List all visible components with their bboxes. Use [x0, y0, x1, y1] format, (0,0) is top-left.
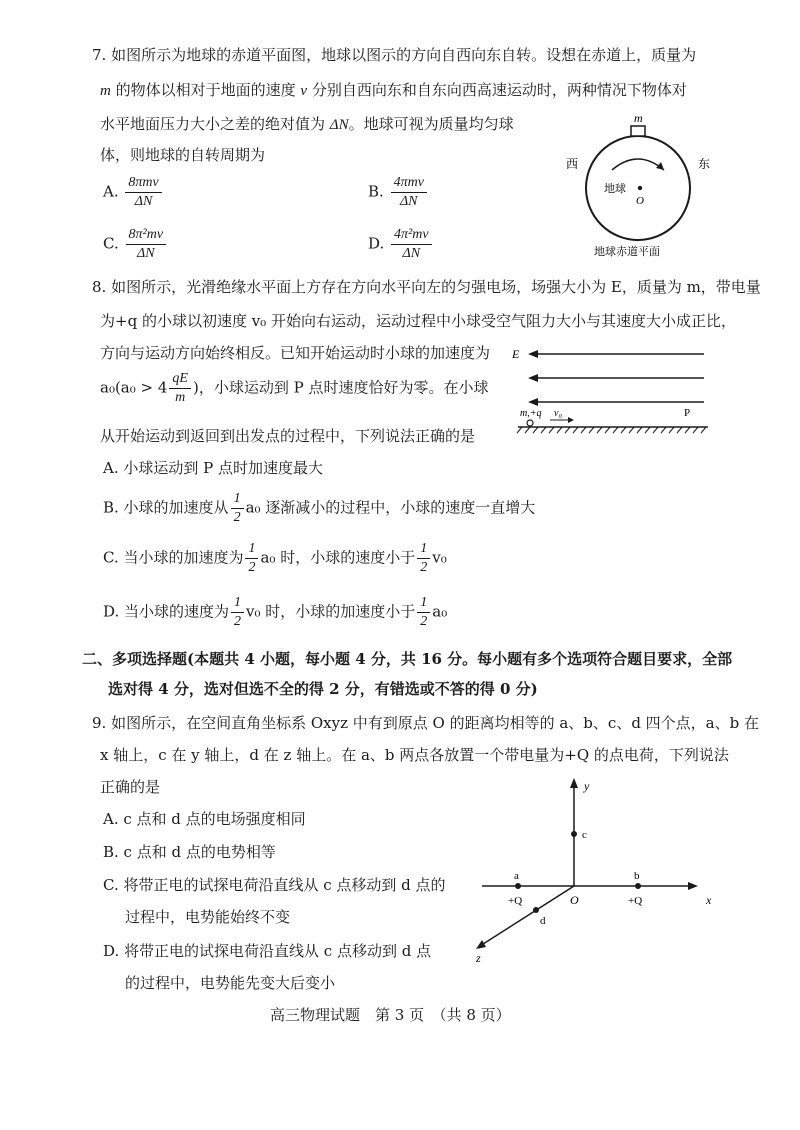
west-label: 西: [566, 157, 579, 171]
q9-option-d-line1[interactable]: D. 将带正电的试探电荷沿直线从 c 点移动到 d 点: [103, 942, 432, 960]
q8-line1: 8. 如图所示，光滑绝缘水平面上方存在方向水平向左的匀强电场，场强大小为 E，质量为 m，带电量: [92, 278, 761, 296]
y-label: y: [584, 779, 590, 793]
coordinate-figure: [466, 776, 726, 972]
z-arrowhead: [476, 940, 486, 949]
point-d-label: d: [540, 915, 546, 927]
x-label: x: [706, 893, 712, 907]
q7-line1: 7. 如图所示为地球的赤道平面图，地球以图示的方向自西向东自转。设想在赤道上，质量为: [92, 46, 697, 64]
page-footer: 高三物理试题 第 3 页 （共 8 页）: [270, 1006, 511, 1024]
point-c: [571, 831, 577, 837]
q9-line2: x 轴上，c 在 y 轴上，d 在 z 轴上。在 a、b 两点各放置一个带电量为+Q 的点电荷，下列说法: [100, 746, 729, 764]
q9-option-c-line1[interactable]: C. 将带正电的试探电荷沿直线从 c 点移动到 d 点的: [103, 876, 446, 894]
charge-b-label: +Q: [628, 895, 643, 907]
x-arrowhead: [688, 882, 698, 890]
field-arrow-2: [528, 374, 538, 382]
q8-line3: 方向与运动方向始终相反。已知开始运动时小球的加速度为: [100, 344, 491, 362]
z-axis: [480, 886, 574, 946]
q7-option-d[interactable]: D. $\frac{\text{4π²mv}}{\Delta N}$: [368, 228, 434, 261]
velocity-arrowhead: [568, 417, 574, 423]
mass-block: [631, 126, 645, 136]
point-a-label: a: [514, 870, 519, 882]
q7-line4: 体，则地球的自转周期为: [100, 146, 266, 164]
ground-hatch: [517, 427, 706, 433]
q8-option-c[interactable]: C. 当小球的加速度为 $\frac{1}{2}$ a₀ 时，小球的速度小于 $\frac{1}{2}$ v₀: [103, 541, 447, 575]
q9-option-a[interactable]: A. c 点和 d 点的电场强度相同: [103, 810, 306, 828]
velocity-label: v₀: [554, 408, 562, 419]
point-p-label: P: [684, 407, 691, 419]
point-b: [635, 883, 641, 889]
q8-option-a[interactable]: A. 小球运动到 P 点时加速度最大: [103, 459, 323, 477]
q7-option-a[interactable]: A. $\frac{\text{8πmv}}{\Delta N}$: [103, 176, 164, 209]
q9-option-c-line2[interactable]: 过程中，电势能始终不变: [125, 908, 291, 926]
q9-option-b[interactable]: B. c 点和 d 点的电势相等: [103, 843, 276, 861]
field-arrow-1: [528, 350, 538, 358]
ball: [527, 420, 533, 426]
east-label: 东: [698, 157, 711, 171]
point-a: [515, 883, 521, 889]
q7-line2: m 的物体以相对于地面的速度 v 分别自西向东和自东向西高速运动时，两种情况下物体对: [100, 81, 687, 99]
section2-heading-line2: 选对得 4 分，选对但选不全的得 2 分，有错选或不答的得 0 分): [108, 680, 538, 698]
center-label: O: [636, 195, 644, 207]
q9-option-d-line2[interactable]: 的过程中，电势能先变大后变小: [125, 974, 336, 992]
origin-label: O: [570, 893, 579, 907]
rotation-arc: [612, 159, 664, 170]
ball-label: m,+q: [520, 408, 542, 419]
q8-option-b[interactable]: B. 小球的加速度从 $\frac{1}{2}$ a₀ 逐渐减小的过程中，小球的速度一直增大: [103, 491, 536, 525]
y-arrowhead: [570, 778, 578, 788]
q8-line4: a₀(a₀ > 4 $\frac{qE}{m}$ )，小球运动到 P 点时速度恰好为零。在小球: [100, 371, 489, 405]
q7-line3: 水平地面压力大小之差的绝对值为 ΔN。地球可视为质量均匀球: [100, 115, 514, 133]
point-c-label: c: [582, 829, 587, 841]
charge-a-label: +Q: [508, 895, 523, 907]
q9-line3: 正确的是: [100, 778, 161, 796]
center-dot: [638, 186, 642, 190]
mass-label: m: [634, 111, 643, 125]
field-label: E: [512, 347, 520, 361]
point-b-label: b: [634, 870, 640, 882]
q9-line1: 9. 如图所示，在空间直角坐标系 Oxyz 中有到原点 O 的距离均相等的 a、b、c、d 四个点，a、b 在: [92, 714, 759, 732]
electric-field-figure: [508, 344, 720, 436]
earth-equator-figure: [560, 108, 730, 268]
point-d: [533, 907, 539, 913]
z-label: z: [476, 951, 481, 965]
q8-line5: 从开始运动到返回到出发点的过程中，下列说法正确的是: [100, 427, 476, 445]
q7-option-b[interactable]: B. $\frac{\text{4πmv}}{\Delta N}$: [368, 176, 429, 209]
q8-line2: 为+q 的小球以初速度 v₀ 开始向右运动，运动过程中小球受空气阻力大小与其速度大小成正比，: [100, 312, 736, 330]
earth-label: 地球: [604, 183, 626, 195]
field-arrow-3: [528, 398, 538, 406]
rotation-arrowhead: [656, 162, 664, 170]
figure-caption: 地球赤道平面: [594, 246, 660, 258]
q7-option-c[interactable]: C. $\frac{\text{8π²mv}}{\Delta N}$: [103, 228, 168, 261]
section2-heading-line1: 二、多项选择题(本题共 4 小题，每小题 4 分，共 16 分。每小题有多个选项符合题目要求，全部: [82, 650, 733, 668]
q8-option-d[interactable]: D. 当小球的速度为 $\frac{1}{2}$ v₀ 时，小球的加速度小于 $\frac{1}{2}$ a₀: [103, 595, 448, 629]
